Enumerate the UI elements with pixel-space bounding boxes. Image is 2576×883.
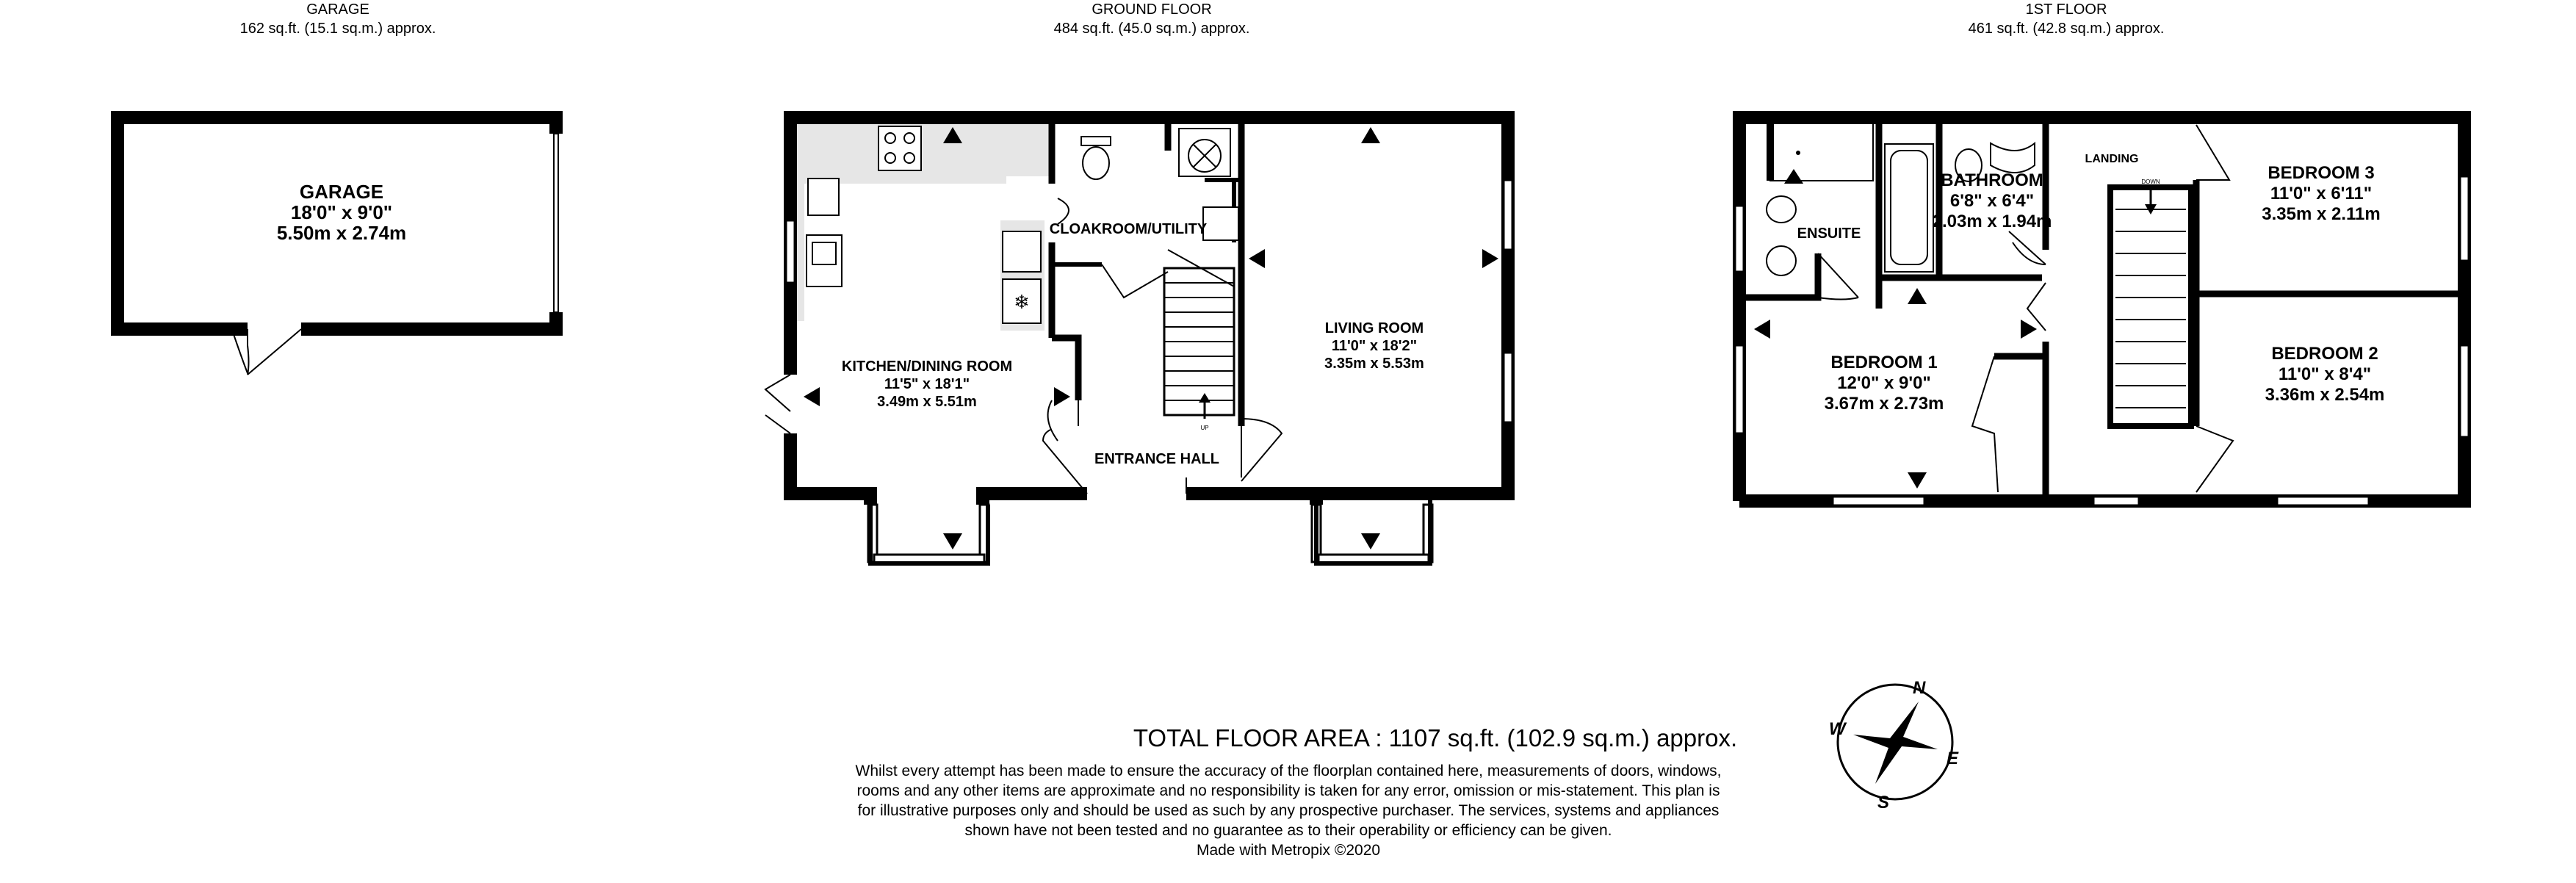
room-size-metric: 2.03m x 1.94m [1932,212,2052,231]
landing-front-window [2093,497,2139,505]
garage-door-arc [234,334,248,373]
room-size-metric: 5.50m x 2.74m [276,222,407,244]
sink-bowl-icon [812,242,836,264]
ground-front-wall-mid [983,494,1087,505]
bedroom1-front-window [1833,497,1924,505]
room-label-bedroom3 [2262,163,2380,225]
room-size-imperial: 11'5" x 18'1" [884,376,970,392]
fridge-icon [1003,231,1041,272]
view-arrow-icon [804,387,820,406]
kitchen-hall-door [1048,400,1078,441]
view-arrow-icon [1249,249,1265,268]
cistern-icon [1081,137,1111,145]
room-name: CLOAKROOM/UTILITY [1049,221,1208,237]
ground-front-wall-kitchen [790,433,870,505]
room-label-hall [1094,450,1219,468]
living-bay-outline [1316,494,1508,563]
room-size-metric: 3.35m x 2.11m [2262,204,2381,224]
dishwasher-icon [808,179,839,215]
first-floor-area: 461 sq.ft. (42.8 sq.m.) approx. [1968,21,2165,37]
bathroom-basin-icon [1991,143,2035,173]
room-size-metric: 3.49m x 5.51m [877,394,977,410]
kitchen-side-window [786,220,795,283]
view-arrow-icon [1054,387,1070,406]
hob-icon [878,126,921,170]
bedroom1-side-window [1735,345,1744,433]
bedroom1-door [1972,356,1998,492]
stairs-up-label: UP [1200,425,1209,431]
room-label-ensuite [1797,225,1861,242]
ensuite-toilet-icon [1767,196,1796,223]
room-label-bathroom [1933,170,2052,232]
ensuite-basin-icon [1767,246,1796,275]
living-side-window-top [1504,180,1512,250]
landing-door [2027,283,2046,331]
compass-east-label: E [1947,749,1959,768]
garage-floor-area: 162 sq.ft. (15.1 sq.m.) approx. [239,21,436,37]
compass-south-label: S [1877,793,1890,812]
garage-plan [118,118,558,375]
bedroom2-door [2196,426,2233,492]
garage-door [554,134,558,312]
compass-rose [1829,678,1959,812]
disclaimer-text: Whilst every attempt has been made to ensure the accuracy of the floorplan contained here, measurements of doors, windows, rooms and any other items are approximate and no responsibility is taken for any error, omission or mis-statement. This plan is for illustrative purposes only and should be used as such by any prospective purchaser. The services, systems and appliances shown have not been tested and no guarantee as to their operability or efficiency can be given. [855,763,1722,839]
credit-text: Made with Metropix ©2020 [1196,842,1381,859]
shower-tray-icon [1770,123,1873,181]
room-size-metric: 3.67m x 2.73m [1824,394,1944,414]
stairs-down-label: DOWN [2141,179,2160,185]
room-size-imperial: 11'0" x 8'4" [2278,364,2372,384]
ground-front-wall-living [1228,494,1316,505]
bedroom2-side-window [2460,345,2469,437]
room-name: BEDROOM 1 [1830,353,1938,372]
bedroom3-door [2196,125,2229,180]
garage-wall-bottom-right [301,312,556,329]
room-label-garage [277,181,406,243]
room-label-kitchen [842,358,1012,411]
bedroom3-side-window [2460,176,2469,261]
bath-inner-icon [1891,151,1927,264]
room-size-imperial: 18'0" x 9'0" [290,201,393,223]
first-floor-staircase [2110,187,2191,426]
ensuite-door [1818,253,1858,300]
room-name: BEDROOM 2 [2271,344,2378,364]
room-size-metric: 3.35m x 5.53m [1324,356,1424,372]
compass-west-label: W [1829,719,1846,739]
compass-north-label: N [1913,678,1926,698]
ground-staircase [1164,250,1234,419]
room-name: BATHROOM [1941,170,2043,190]
living-side-window-bottom [1504,353,1512,422]
room-name: GARAGE [299,181,384,203]
utility-machine-icon [1203,207,1238,240]
view-arrow-icon [943,533,962,549]
kitchen-side-door [765,375,790,433]
room-label-landing [2085,151,2139,168]
room-label-bedroom2 [2265,344,2385,406]
total-floor-area: TOTAL FLOOR AREA : 1107 sq.ft. (102.9 sq.m.) approx. [1133,724,1738,752]
garage-door-swing [248,329,301,375]
room-name: ENTRANCE HALL [1094,451,1219,467]
bedroom2-front-window [2277,497,2369,505]
room-size-metric: 3.36m x 2.54m [2265,385,2385,405]
view-arrow-icon [2021,320,2037,339]
garage-floor-title: GARAGE [306,1,369,18]
room-name: KITCHEN/DINING ROOM [841,358,1013,375]
view-arrow-icon [1754,320,1770,339]
bathroom-door [2009,231,2046,264]
room-size-imperial: 6'8" x 6'4" [1949,191,2035,211]
ensuite-window [1735,206,1744,272]
view-arrow-icon [1482,249,1498,268]
ground-floor-area: 484 sq.ft. (45.0 sq.m.) approx. [1053,21,1250,37]
room-label-bedroom1 [1825,353,1944,414]
disclaimer-block [848,761,1729,860]
room-label-living [1324,320,1424,372]
room-size-imperial: 11'0" x 18'2" [1331,338,1418,354]
view-arrow-icon [1908,472,1927,489]
room-name: BEDROOM 3 [2267,163,2375,183]
first-floor-title: 1ST FLOOR [2025,1,2107,18]
ground-floor-title: GROUND FLOOR [1092,1,1212,18]
room-name: ENSUITE [1797,226,1861,242]
view-arrow-icon [1361,127,1380,143]
compass-star-icon [1853,702,1938,784]
boiler-icon [1179,129,1230,176]
cloakroom-door [1102,264,1168,298]
snowflake-icon: ❄ [1014,292,1030,314]
living-door [1241,419,1282,481]
room-size-imperial: 11'0" x 6'11" [2270,184,2373,203]
shower-screen-icon [1767,123,1774,181]
room-name: LANDING [2085,153,2139,165]
view-arrow-icon [1361,533,1380,549]
front-door-left [1043,430,1087,494]
shower-drain-icon [1796,151,1800,155]
view-arrow-icon [1908,288,1927,304]
room-size-imperial: 12'0" x 9'0" [1837,373,1931,393]
room-name: LIVING ROOM [1324,320,1424,336]
room-label-cloakroom [1050,220,1207,238]
toilet-icon [1083,147,1109,179]
